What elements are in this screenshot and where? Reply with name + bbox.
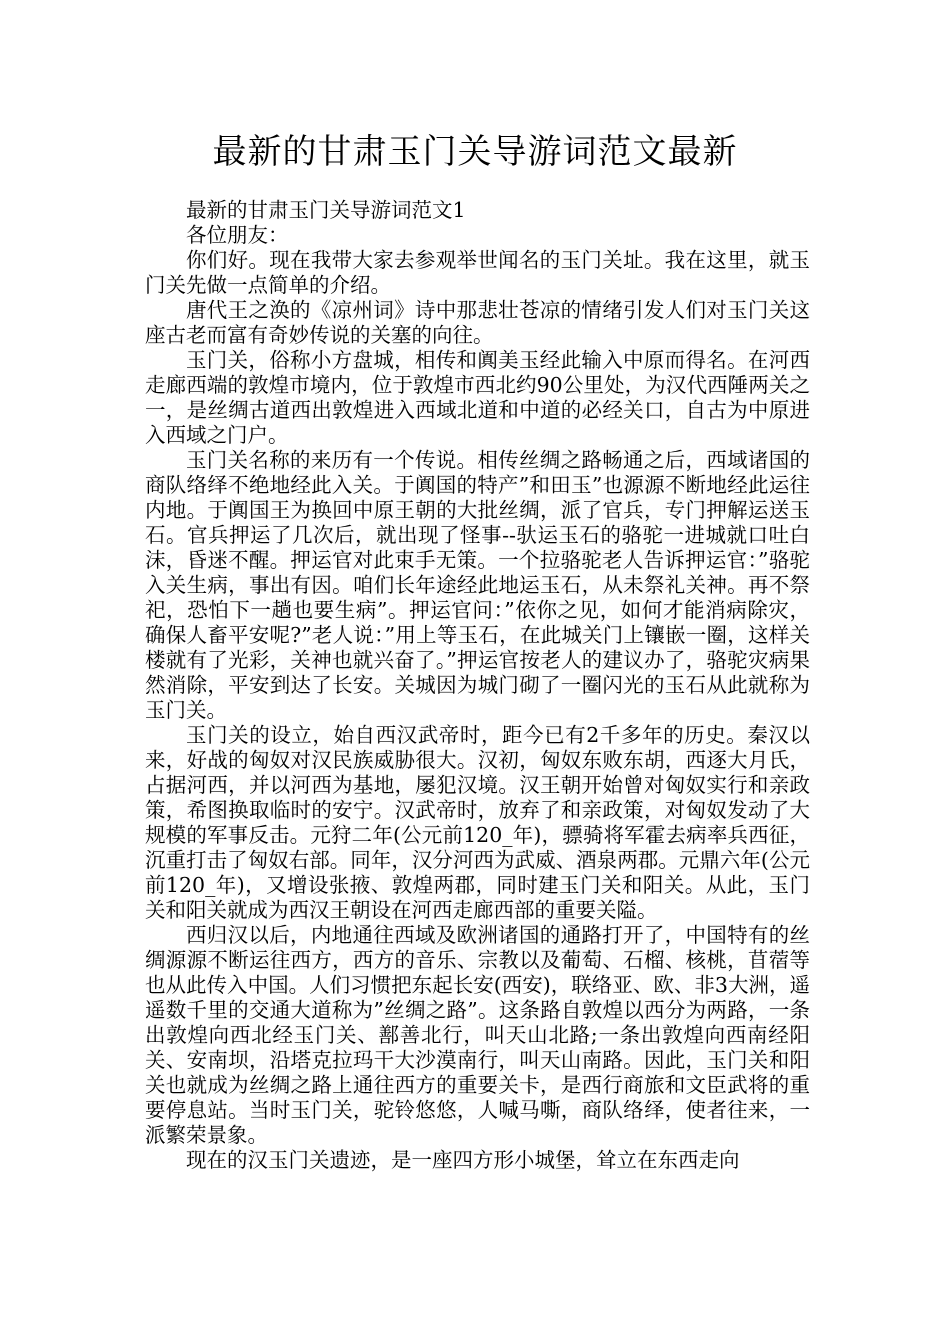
paragraph: 西归汉以后，内地通往西域及欧洲诸国的通路打开了，中国特有的丝绸源源不断运往西方，西方的音乐、宗教以及葡萄、石榴、核桃，苜蓿等也从此传入中国。人们习惯把东起长安(西安)，联络亚、欧、非3大洲，遥遥数千里的交通大道称为”丝绸之路”。这条路自敦煌以西分为两路，一条出敦煌向西北经玉门关、鄯善北行，叫天山北路;一条出敦煌向西南经阳关、安南坝，沿塔克拉玛干大沙漠南行，叫天山南路。因此，玉门关和阳关也就成为丝绸之路上通往西方的重要关卡，是西行商旅和文臣武将的重要停息站。当时玉门关，驼铃悠悠，人喊马嘶，商队络绎，使者往来，一派繁荣景象。 <box>145 923 810 1147</box>
paragraph-greeting: 各位朋友： <box>186 223 289 247</box>
paragraph-heading: 最新的甘肃玉门关导游词范文1 <box>186 198 466 222</box>
paragraph: 唐代王之涣的《凉州词》诗中那悲壮苍凉的情绪引发人们对玉门关这座古老而富有奇妙传说的关塞的向往。 <box>145 298 810 347</box>
paragraph: 玉门关，俗称小方盘城，相传和阗美玉经此输入中原而得名。在河西走廊西端的敦煌市境内，位于敦煌市西北约90公里处，为汉代西陲两关之一，是丝绸古道西出敦煌进入西域北道和中道的必经关口，自古为中原进入西域之门户。 <box>145 348 810 447</box>
paragraph: 现在的汉玉门关遗迹，是一座四方形小城堡，耸立在东西走向 <box>186 1148 740 1172</box>
paragraph: 玉门关名称的来历有一个传说。相传丝绸之路畅通之后，西域诸国的商队络绎不绝地经此入关。于阗国的特产”和田玉”也源源不断地经此运往内地。于阗国王为换回中原王朝的大批丝绸，派了官兵，专门押解运送玉石。官兵押运了几次后，就出现了怪事--驮运玉石的骆驼一进城就口吐白沫，昏迷不醒。押运官对此束手无策。一个拉骆驼老人告诉押运官：”骆驼入关生病，事出有因。咱们长年途经此地运玉石，从未祭礼关神。再不祭祀，恐怕下一趟也要生病”。押运官问：”依你之见，如何才能消病除灾，确保人畜平安呢?”老人说：”用上等玉石，在此城关门上镶嵌一圈，这样关楼就有了光彩，关神也就兴奋了。”押运官按老人的建议办了，骆驼灾病果然消除，平安到达了长安。关城因为城门砌了一圈闪光的玉石从此就称为玉门关。 <box>145 448 810 722</box>
document-title: 最新的甘肃玉门关导游词范文最新 <box>212 132 738 172</box>
paragraph: 玉门关的设立，始自西汉武帝时，距今已有2千多年的历史。秦汉以来，好战的匈奴对汉民族威胁很大。汉初，匈奴东败东胡，西逐大月氏，占据河西，并以河西为基地，屡犯汉境。汉王朝开始曾对匈奴实行和亲政策，希图换取临时的安宁。汉武帝时，放弃了和亲政策，对匈奴发动了大规模的军事反击。元狩二年(公元前120_年)，骠骑将军霍去病率兵西征，沉重打击了匈奴右部。同年，汉分河西为武威、酒泉两郡。元鼎六年(公元前120_年)，又增设张掖、敦煌两郡，同时建玉门关和阳关。从此，玉门关和阳关就成为西汉王朝设在河西走廊西部的重要关隘。 <box>145 723 810 922</box>
paragraph: 你们好。现在我带大家去参观举世闻名的玉门关址。我在这里，就玉门关先做一点简单的介绍。 <box>145 248 810 297</box>
document-body <box>145 198 810 1173</box>
